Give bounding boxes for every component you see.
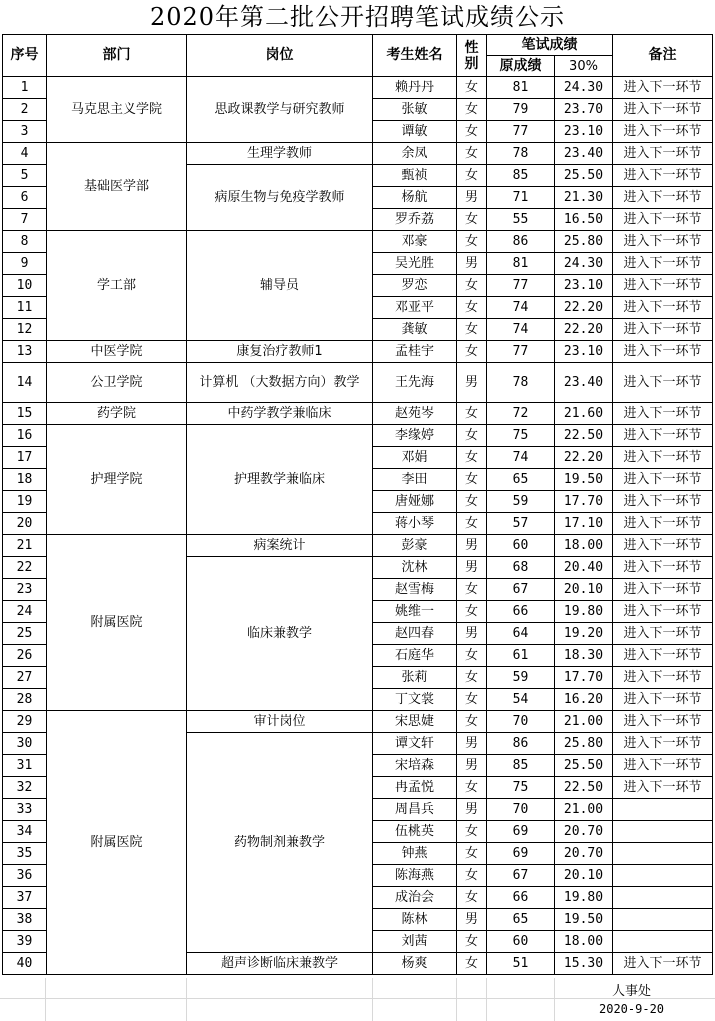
cell-name: 冉孟悦 (373, 777, 457, 799)
cell-raw: 54 (487, 689, 555, 711)
cell-raw: 79 (487, 99, 555, 121)
cell-gender: 女 (457, 711, 487, 733)
cell-name: 赖丹丹 (373, 77, 457, 99)
table-row (3, 425, 713, 447)
cell-seq: 2 (3, 99, 47, 121)
cell-seq: 10 (3, 275, 47, 297)
cell-pct: 25.80 (555, 733, 613, 755)
cell-raw: 70 (487, 711, 555, 733)
cell-raw: 67 (487, 865, 555, 887)
cell-raw: 81 (487, 253, 555, 275)
cell-note: 进入下一环节 (613, 341, 713, 363)
cell-note: 进入下一环节 (613, 711, 713, 733)
cell-name: 成治会 (373, 887, 457, 909)
cell-gender: 女 (457, 275, 487, 297)
cell-note: 进入下一环节 (613, 733, 713, 755)
cell-note: 进入下一环节 (613, 99, 713, 121)
cell-raw: 75 (487, 425, 555, 447)
cell-gender: 女 (457, 843, 487, 865)
cell-gender: 男 (457, 799, 487, 821)
cell-gender: 女 (457, 953, 487, 975)
cell-note: 进入下一环节 (613, 403, 713, 425)
cell-raw: 75 (487, 777, 555, 799)
cell-raw: 70 (487, 799, 555, 821)
cell-seq: 9 (3, 253, 47, 275)
cell-name: 龚敏 (373, 319, 457, 341)
cell-position: 计算机 （大数据方向）教学 (187, 363, 373, 403)
cell-note: 进入下一环节 (613, 667, 713, 689)
cell-seq: 31 (3, 755, 47, 777)
page-title: 2020年第二批公开招聘笔试成绩公示 (149, 3, 566, 31)
cell-seq: 19 (3, 491, 47, 513)
table-row (3, 143, 713, 165)
cell-raw: 67 (487, 579, 555, 601)
cell-name: 罗恋 (373, 275, 457, 297)
cell-seq: 20 (3, 513, 47, 535)
cell-raw: 71 (487, 187, 555, 209)
header-gender-text: 性别 (464, 39, 479, 72)
cell-gender: 女 (457, 579, 487, 601)
score-table (2, 34, 713, 975)
cell-name: 周昌兵 (373, 799, 457, 821)
cell-pct: 23.70 (555, 99, 613, 121)
cell-raw: 86 (487, 231, 555, 253)
cell-seq: 13 (3, 341, 47, 363)
cell-note (613, 931, 713, 953)
cell-note (613, 843, 713, 865)
header-pct: 30% (555, 56, 613, 77)
cell-position: 病案统计 (187, 535, 373, 557)
cell-note: 进入下一环节 (613, 187, 713, 209)
cell-name: 罗乔荔 (373, 209, 457, 231)
table-row (3, 231, 713, 253)
cell-note: 进入下一环节 (613, 491, 713, 513)
cell-raw: 74 (487, 447, 555, 469)
cell-name: 陈林 (373, 909, 457, 931)
cell-raw: 78 (487, 363, 555, 403)
cell-pct: 15.30 (555, 953, 613, 975)
cell-name: 彭豪 (373, 535, 457, 557)
cell-note: 进入下一环节 (613, 319, 713, 341)
cell-name: 赵雪梅 (373, 579, 457, 601)
cell-name: 杨航 (373, 187, 457, 209)
cell-raw: 60 (487, 535, 555, 557)
sheet-gridline (0, 998, 715, 999)
cell-name: 甄祯 (373, 165, 457, 187)
cell-pct: 22.20 (555, 319, 613, 341)
cell-name: 陈海燕 (373, 865, 457, 887)
cell-name: 邓亚平 (373, 297, 457, 319)
cell-name: 丁文裳 (373, 689, 457, 711)
cell-pct: 22.50 (555, 425, 613, 447)
cell-gender: 女 (457, 601, 487, 623)
cell-raw: 72 (487, 403, 555, 425)
cell-note: 进入下一环节 (613, 557, 713, 579)
cell-position: 审计岗位 (187, 711, 373, 733)
cell-gender: 女 (457, 403, 487, 425)
header-dept: 部门 (47, 35, 187, 77)
table-row (3, 403, 713, 425)
cell-dept: 学工部 (47, 231, 187, 341)
cell-pct: 17.10 (555, 513, 613, 535)
score-table-body (3, 77, 713, 975)
cell-name: 杨爽 (373, 953, 457, 975)
cell-seq: 32 (3, 777, 47, 799)
table-row (3, 77, 713, 99)
cell-gender: 女 (457, 645, 487, 667)
cell-seq: 3 (3, 121, 47, 143)
cell-gender: 男 (457, 623, 487, 645)
cell-name: 赵苑岑 (373, 403, 457, 425)
cell-pct: 17.70 (555, 491, 613, 513)
cell-pct: 21.00 (555, 711, 613, 733)
sheet-gridline (486, 978, 487, 1021)
cell-gender: 女 (457, 513, 487, 535)
cell-seq: 4 (3, 143, 47, 165)
cell-raw: 74 (487, 297, 555, 319)
cell-position: 病原生物与免疫学教师 (187, 165, 373, 231)
cell-position: 辅导员 (187, 231, 373, 341)
cell-note: 进入下一环节 (613, 447, 713, 469)
cell-name: 张莉 (373, 667, 457, 689)
cell-pct: 21.30 (555, 187, 613, 209)
footer-date: 2020-9-20 (599, 1002, 665, 1016)
cell-note: 进入下一环节 (613, 253, 713, 275)
cell-pct: 21.00 (555, 799, 613, 821)
cell-note: 进入下一环节 (613, 535, 713, 557)
cell-pct: 24.30 (555, 77, 613, 99)
cell-raw: 69 (487, 821, 555, 843)
cell-raw: 60 (487, 931, 555, 953)
cell-note: 进入下一环节 (613, 121, 713, 143)
cell-position: 生理学教师 (187, 143, 373, 165)
cell-pct: 16.20 (555, 689, 613, 711)
cell-pct: 23.10 (555, 341, 613, 363)
cell-gender: 女 (457, 319, 487, 341)
cell-name: 邓娟 (373, 447, 457, 469)
cell-pct: 18.00 (555, 535, 613, 557)
cell-pct: 22.20 (555, 447, 613, 469)
cell-name: 谭敏 (373, 121, 457, 143)
cell-dept: 公卫学院 (47, 363, 187, 403)
cell-seq: 39 (3, 931, 47, 953)
cell-pct: 20.40 (555, 557, 613, 579)
cell-gender: 男 (457, 755, 487, 777)
cell-seq: 26 (3, 645, 47, 667)
cell-raw: 85 (487, 755, 555, 777)
header-note: 备注 (613, 35, 713, 77)
cell-name: 唐娅娜 (373, 491, 457, 513)
cell-note (613, 909, 713, 931)
cell-raw: 61 (487, 645, 555, 667)
cell-name: 余凤 (373, 143, 457, 165)
cell-pct: 17.70 (555, 667, 613, 689)
cell-note (613, 821, 713, 843)
cell-pct: 19.50 (555, 909, 613, 931)
cell-gender: 女 (457, 667, 487, 689)
cell-dept: 马克思主义学院 (47, 77, 187, 143)
cell-raw: 59 (487, 667, 555, 689)
cell-seq: 15 (3, 403, 47, 425)
cell-position: 康复治疗教师1 (187, 341, 373, 363)
cell-name: 李田 (373, 469, 457, 491)
cell-gender: 女 (457, 689, 487, 711)
cell-pct: 19.80 (555, 887, 613, 909)
cell-gender: 女 (457, 887, 487, 909)
cell-seq: 29 (3, 711, 47, 733)
sheet-gridline (45, 978, 46, 1021)
cell-gender: 女 (457, 447, 487, 469)
cell-raw: 68 (487, 557, 555, 579)
cell-raw: 86 (487, 733, 555, 755)
cell-name: 张敏 (373, 99, 457, 121)
cell-gender: 男 (457, 253, 487, 275)
cell-gender: 女 (457, 165, 487, 187)
cell-note: 进入下一环节 (613, 209, 713, 231)
cell-seq: 38 (3, 909, 47, 931)
cell-gender: 女 (457, 821, 487, 843)
header-raw: 原成绩 (487, 56, 555, 77)
cell-raw: 55 (487, 209, 555, 231)
cell-seq: 18 (3, 469, 47, 491)
cell-name: 伍桃英 (373, 821, 457, 843)
cell-name: 沈林 (373, 557, 457, 579)
cell-dept: 基础医学部 (47, 143, 187, 231)
cell-pct: 25.80 (555, 231, 613, 253)
cell-note: 进入下一环节 (613, 363, 713, 403)
cell-raw: 77 (487, 275, 555, 297)
cell-note (613, 865, 713, 887)
cell-name: 邓豪 (373, 231, 457, 253)
cell-position: 药物制剂兼教学 (187, 733, 373, 953)
cell-seq: 36 (3, 865, 47, 887)
footer-org: 人事处 (612, 984, 652, 999)
cell-position: 中药学教学兼临床 (187, 403, 373, 425)
cell-seq: 6 (3, 187, 47, 209)
cell-dept: 中医学院 (47, 341, 187, 363)
cell-raw: 74 (487, 319, 555, 341)
cell-raw: 78 (487, 143, 555, 165)
cell-note (613, 887, 713, 909)
cell-pct: 25.50 (555, 165, 613, 187)
sheet-gridline (554, 978, 555, 1021)
cell-gender: 女 (457, 99, 487, 121)
cell-raw: 81 (487, 77, 555, 99)
cell-name: 李缘婷 (373, 425, 457, 447)
cell-note: 进入下一环节 (613, 297, 713, 319)
cell-pct: 18.00 (555, 931, 613, 953)
cell-pct: 22.50 (555, 777, 613, 799)
cell-seq: 24 (3, 601, 47, 623)
cell-dept: 护理学院 (47, 425, 187, 535)
header-gender (457, 35, 487, 77)
table-row (3, 711, 713, 733)
cell-gender: 男 (457, 909, 487, 931)
cell-gender: 女 (457, 931, 487, 953)
header-written: 笔试成绩 (487, 35, 613, 56)
cell-pct: 22.20 (555, 297, 613, 319)
cell-gender: 女 (457, 491, 487, 513)
cell-gender: 女 (457, 469, 487, 491)
cell-note: 进入下一环节 (613, 689, 713, 711)
cell-seq: 12 (3, 319, 47, 341)
cell-raw: 66 (487, 601, 555, 623)
cell-name: 石庭华 (373, 645, 457, 667)
sheet-gridline (456, 978, 457, 1021)
table-row (3, 535, 713, 557)
cell-gender: 男 (457, 733, 487, 755)
cell-name: 孟桂宇 (373, 341, 457, 363)
table-row (3, 341, 713, 363)
cell-pct: 23.10 (555, 275, 613, 297)
cell-seq: 16 (3, 425, 47, 447)
cell-raw: 65 (487, 909, 555, 931)
cell-seq: 5 (3, 165, 47, 187)
cell-pct: 20.70 (555, 843, 613, 865)
cell-note: 进入下一环节 (613, 165, 713, 187)
cell-seq: 30 (3, 733, 47, 755)
cell-note: 进入下一环节 (613, 143, 713, 165)
cell-seq: 40 (3, 953, 47, 975)
cell-name: 蒋小琴 (373, 513, 457, 535)
cell-raw: 66 (487, 887, 555, 909)
cell-pct: 19.80 (555, 601, 613, 623)
cell-name: 吴光胜 (373, 253, 457, 275)
cell-name: 宋培森 (373, 755, 457, 777)
cell-seq: 37 (3, 887, 47, 909)
cell-pct: 19.50 (555, 469, 613, 491)
cell-note: 进入下一环节 (613, 953, 713, 975)
cell-position: 护理教学兼临床 (187, 425, 373, 535)
cell-note (613, 799, 713, 821)
cell-pct: 25.50 (555, 755, 613, 777)
cell-raw: 51 (487, 953, 555, 975)
cell-pct: 23.10 (555, 121, 613, 143)
cell-raw: 77 (487, 341, 555, 363)
cell-pct: 19.20 (555, 623, 613, 645)
cell-name: 刘茜 (373, 931, 457, 953)
cell-seq: 33 (3, 799, 47, 821)
cell-pct: 20.10 (555, 865, 613, 887)
cell-note: 进入下一环节 (613, 579, 713, 601)
cell-note: 进入下一环节 (613, 623, 713, 645)
cell-gender: 男 (457, 535, 487, 557)
cell-name: 赵四春 (373, 623, 457, 645)
cell-seq: 22 (3, 557, 47, 579)
cell-raw: 57 (487, 513, 555, 535)
cell-note: 进入下一环节 (613, 755, 713, 777)
cell-seq: 23 (3, 579, 47, 601)
cell-seq: 7 (3, 209, 47, 231)
sheet-gridline (186, 978, 187, 1021)
cell-name: 钟燕 (373, 843, 457, 865)
cell-gender: 女 (457, 209, 487, 231)
cell-gender: 女 (457, 865, 487, 887)
cell-position: 思政课教学与研究教师 (187, 77, 373, 143)
cell-seq: 34 (3, 821, 47, 843)
cell-seq: 14 (3, 363, 47, 403)
header-name: 考生姓名 (373, 35, 457, 77)
cell-gender: 女 (457, 143, 487, 165)
cell-pct: 18.30 (555, 645, 613, 667)
cell-raw: 65 (487, 469, 555, 491)
cell-gender: 女 (457, 121, 487, 143)
cell-note: 进入下一环节 (613, 275, 713, 297)
cell-dept: 附属医院 (47, 535, 187, 711)
cell-position: 超声诊断临床兼教学 (187, 953, 373, 975)
cell-pct: 20.10 (555, 579, 613, 601)
cell-gender: 女 (457, 77, 487, 99)
cell-name: 宋思婕 (373, 711, 457, 733)
cell-raw: 77 (487, 121, 555, 143)
cell-raw: 85 (487, 165, 555, 187)
cell-name: 谭文轩 (373, 733, 457, 755)
cell-note: 进入下一环节 (613, 77, 713, 99)
cell-pct: 23.40 (555, 363, 613, 403)
cell-seq: 27 (3, 667, 47, 689)
cell-gender: 女 (457, 425, 487, 447)
cell-raw: 59 (487, 491, 555, 513)
cell-note: 进入下一环节 (613, 231, 713, 253)
cell-seq: 1 (3, 77, 47, 99)
cell-raw: 69 (487, 843, 555, 865)
cell-note: 进入下一环节 (613, 645, 713, 667)
cell-pct: 24.30 (555, 253, 613, 275)
cell-pct: 21.60 (555, 403, 613, 425)
cell-seq: 28 (3, 689, 47, 711)
header-seq: 序号 (3, 35, 47, 77)
cell-note: 进入下一环节 (613, 601, 713, 623)
cell-gender: 女 (457, 231, 487, 253)
cell-pct: 20.70 (555, 821, 613, 843)
cell-note: 进入下一环节 (613, 513, 713, 535)
table-row (3, 363, 713, 403)
sheet-gridline (372, 978, 373, 1021)
cell-seq: 35 (3, 843, 47, 865)
cell-pct: 23.40 (555, 143, 613, 165)
cell-gender: 女 (457, 297, 487, 319)
cell-dept: 药学院 (47, 403, 187, 425)
cell-note: 进入下一环节 (613, 469, 713, 491)
cell-name: 姚维一 (373, 601, 457, 623)
cell-gender: 男 (457, 187, 487, 209)
cell-gender: 女 (457, 777, 487, 799)
cell-seq: 17 (3, 447, 47, 469)
cell-seq: 21 (3, 535, 47, 557)
cell-note: 进入下一环节 (613, 777, 713, 799)
cell-gender: 女 (457, 341, 487, 363)
cell-gender: 男 (457, 557, 487, 579)
cell-dept: 附属医院 (47, 711, 187, 975)
cell-seq: 8 (3, 231, 47, 253)
cell-seq: 11 (3, 297, 47, 319)
cell-name: 王先海 (373, 363, 457, 403)
cell-position: 临床兼教学 (187, 557, 373, 711)
cell-gender: 男 (457, 363, 487, 403)
header-position: 岗位 (187, 35, 373, 77)
cell-pct: 16.50 (555, 209, 613, 231)
cell-note: 进入下一环节 (613, 425, 713, 447)
cell-raw: 64 (487, 623, 555, 645)
cell-seq: 25 (3, 623, 47, 645)
